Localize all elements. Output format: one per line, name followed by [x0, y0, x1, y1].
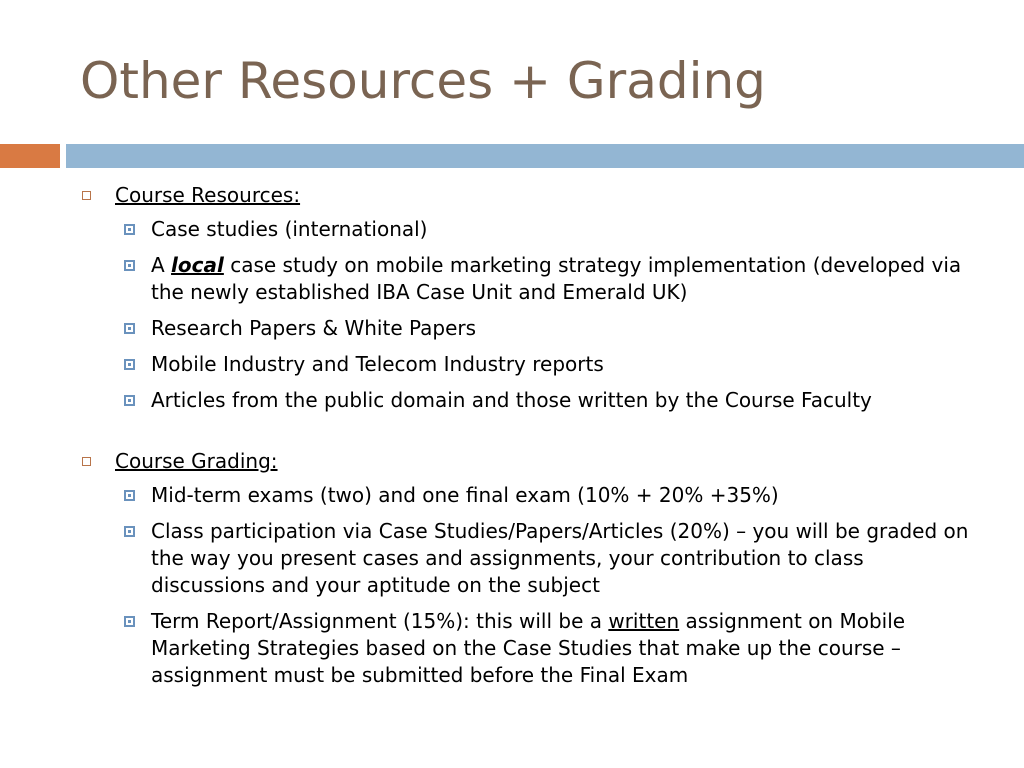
square-bullet-icon	[124, 323, 135, 334]
item-text: Class participation via Case Studies/Papers/Articles (20%) – you will be graded on the way you present cases and assignments, your contribution to class discussions and your aptitude on the subject	[151, 519, 969, 597]
square-bullet-icon	[124, 359, 135, 370]
item-text-pre: A	[151, 253, 172, 277]
accent-bar-blue	[66, 144, 1024, 168]
resources-list	[115, 216, 980, 414]
section-course-resources	[80, 182, 980, 414]
square-bullet-icon	[124, 490, 135, 501]
hollow-square-bullet-icon	[82, 191, 91, 200]
item-text-emphasis: local	[171, 253, 224, 277]
accent-bar-orange	[0, 144, 60, 168]
list-item	[115, 252, 980, 306]
square-bullet-icon	[124, 526, 135, 537]
square-bullet-icon	[124, 395, 135, 406]
list-item	[115, 216, 980, 243]
list-item	[115, 518, 980, 599]
item-text-underlined: written	[608, 609, 680, 633]
item-text: Articles from the public domain and those written by the Course Faculty	[151, 388, 872, 412]
square-bullet-icon	[124, 260, 135, 271]
list-item	[115, 387, 980, 414]
item-text: Research Papers & White Papers	[151, 316, 477, 340]
hollow-square-bullet-icon	[82, 457, 91, 466]
section-course-grading	[80, 448, 980, 689]
slide-body	[80, 182, 980, 698]
item-text: Mobile Industry and Telecom Industry reports	[151, 352, 604, 376]
list-item	[115, 482, 980, 509]
slide-title: Other Resources + Grading	[80, 52, 766, 110]
item-text-pre: Term Report/Assignment (15%): this will be a	[151, 609, 609, 633]
item-text-post: assignment on Mobile Marketing Strategies based on the Case Studies that make up the course – assignment must be submitted before the Final Exam	[151, 609, 906, 687]
square-bullet-icon	[124, 224, 135, 235]
list-item	[115, 315, 980, 342]
item-text: Case studies (international)	[151, 217, 428, 241]
list-item	[115, 351, 980, 378]
list-item	[115, 608, 980, 689]
item-text: Mid-term exams (two) and one final exam (10% + 20% +35%)	[151, 483, 779, 507]
section-heading: Course Grading:	[115, 449, 278, 473]
item-text-post: case study on mobile marketing strategy implementation (developed via the newly established IBA Case Unit and Emerald UK)	[151, 253, 962, 304]
grading-list	[115, 482, 980, 689]
section-heading: Course Resources:	[115, 183, 301, 207]
square-bullet-icon	[124, 616, 135, 627]
